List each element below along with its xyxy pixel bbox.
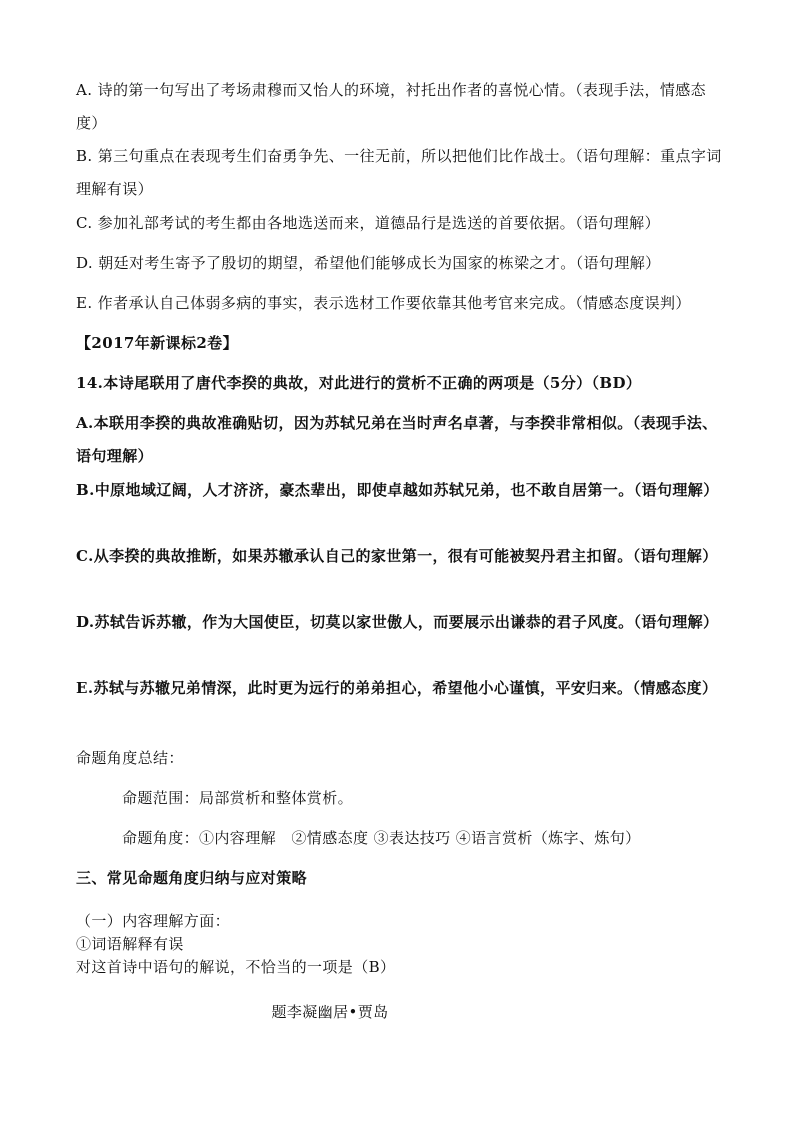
q14-option-a: A.本联用李揆的典故准确贴切，因为苏轼兄弟在当时声名卓著，与李揆非常相似。（表现手法、语句理解） xyxy=(76,414,718,465)
q14-option-d: D.苏轼告诉苏辙，作为大国使臣，切莫以家世傲人，而要展示出谦恭的君子风度。（语句理解） xyxy=(76,613,719,631)
q14-option-b: B.中原地域辽阔，人才济济，豪杰辈出，即使卓越如苏轼兄弟，也不敢自居第一。（语句理解） xyxy=(76,481,719,499)
question-14: 14.本诗尾联用了唐代李揆的典故，对此进行的赏析不正确的两项是（5分）（BD） xyxy=(76,374,642,392)
exam-heading: 【2017年新课标2卷】 xyxy=(76,334,238,352)
item-1-text: ①词语解释有误 xyxy=(76,935,184,953)
option-c-text: C. 参加礼部考试的考生都由各地选送而来，道德品行是选送的首要依据。（语句理解） xyxy=(76,214,660,232)
summary-label: 命题角度总结： xyxy=(76,749,184,767)
scope-text: 命题范围：局部赏析和整体赏析。 xyxy=(122,789,354,807)
poem-title: 题李凝幽居•贾岛 xyxy=(271,1003,389,1021)
option-e-text: E. 作者承认自己体弱多病的事实，表示选材工作要依靠其他考官来完成。（情感态度误判） xyxy=(76,294,691,312)
section-3-heading: 三、常见命题角度归纳与应对策略 xyxy=(76,869,308,887)
option-b-text: B. 第三句重点在表现考生们奋勇争先、一往无前，所以把他们比作战士。（语句理解：重点字词理解有误） xyxy=(76,147,722,198)
q14-option-c: C.从李揆的典故推断，如果苏辙承认自己的家世第一，很有可能被契丹君主扣留。（语句理解） xyxy=(76,547,718,565)
angle-text: 命题角度：①内容理解 ②情感态度 ③表达技巧 ④语言赏析（炼字、炼句） xyxy=(122,829,641,847)
question-text: 对这首诗中语句的解说，不恰当的一项是（B） xyxy=(76,958,396,976)
option-a-text: A. 诗的第一句写出了考场肃穆而又怡人的环境，衬托出作者的喜悦心情。（表现手法，情感态度） xyxy=(76,81,707,132)
subsection-1-heading: （一）内容理解方面： xyxy=(76,912,231,930)
q14-option-e: E.苏轼与苏辙兄弟情深，此时更为远行的弟弟担心，希望他小心谨慎，平安归来。（情感态度） xyxy=(76,679,718,697)
option-d-text: D. 朝廷对考生寄予了殷切的期望，希望他们能够成长为国家的栋梁之才。（语句理解） xyxy=(76,254,661,272)
